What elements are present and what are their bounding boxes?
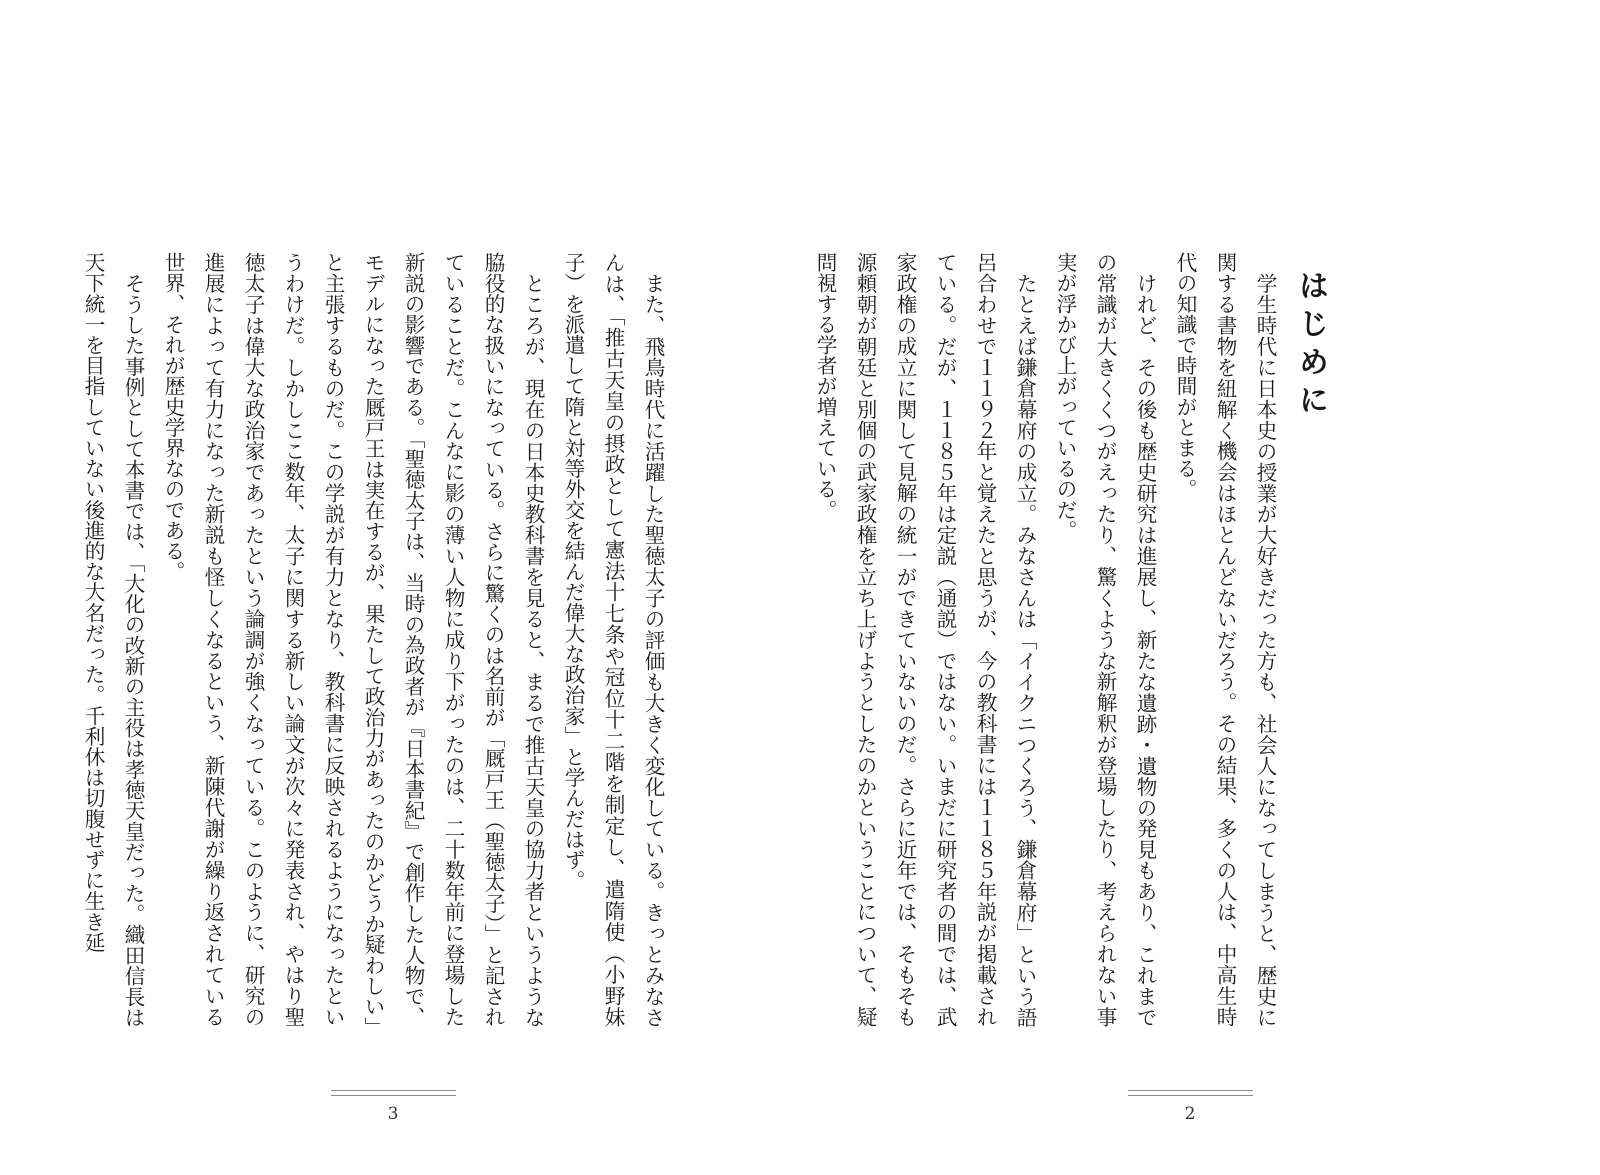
right-page-body (813, 252, 1285, 1027)
page-footer (1125, 1090, 1255, 1124)
paragraph: また、飛鳥時代に活躍した聖徳太子の評価も大きく変化している。きっとみなさんは、「推古天皇の摂政として憲法十七条や冠位十二階を制定し、遣隋使（小野妹子）を派遣して隋と対等外交を結んだ偉大な政治家」と学んだはず。 (561, 252, 665, 1027)
paragraph: ところが、現在の日本史教科書を見ると、まるで推古天皇の協力者というような脇役的な扱いになっている。さらに驚くのは名前が「厩戸王（聖徳太子）」と記されていることだ。こんなに影の薄い人物に成り下がったのは、二十数年前に登場した新説の影響である。「聖徳太子は、当時の為政者が『日本書紀』で創作した人物で、モデルになった厩戸王は実在するが、果たして政治力があったのかどうか疑わしい」と主張するものだ。この学説が有力となり、教科書に反映されるようになったというわけだ。しかしここ数年、太子に関する新しい論文が次々に発表され、やはり聖徳太子は偉大な政治家であったという論調が強くなっている。このように、研究の進展によって有力になった新説も怪しくなるという、新陳代謝が繰り返されている世界、それが歴史学界なのである。 (161, 252, 545, 1027)
page-number: 2 (1184, 1104, 1196, 1124)
left-page-body (81, 252, 673, 1027)
paragraph: そうした事例として本書では、「大化の改新の主役は孝徳天皇だった。織田信長は天下統一を目指していない後進的な大名だった。千利休は切腹せずに生き延 (81, 252, 145, 1027)
paragraph: けれど、その後も歴史研究は進展し、新たな遺跡・遺物の発見もあり、これまでの常識が大きくくつがえったり、驚くような新解釈が登場したり、考えられない事実が浮かび上がっているのだ。 (1053, 252, 1157, 1027)
footer-rule (331, 1090, 456, 1096)
paragraph: 学生時代に日本史の授業が大好きだった方も、社会人になってしまうと、歴史に関する書物を紐解く機会はほとんどないだろう。その結果、多くの人は、中高生時代の知識で時間がとまる。 (1173, 252, 1277, 1027)
footer-rule (1128, 1090, 1253, 1096)
paragraph: たとえば鎌倉幕府の成立。みなさんは「イイクニつくろう、鎌倉幕府」という語呂合わせで１１９２年と覚えたと思うが、今の教科書には１１８５年説が掲載されている。だが、１１８５年は定説（通説）ではない。いまだに研究者の間では、武家政権の成立に関して見解の統一ができていないのだ。さらに近年では、そもそも源頼朝が朝廷と別個の武家政権を立ち上げようとしたのかということについて、疑問視する学者が増えている。 (813, 252, 1037, 1027)
chapter-title: はじめに (1293, 270, 1328, 422)
right-page (800, 0, 1600, 1175)
page-number: 3 (387, 1104, 399, 1124)
page-footer (328, 1090, 458, 1124)
